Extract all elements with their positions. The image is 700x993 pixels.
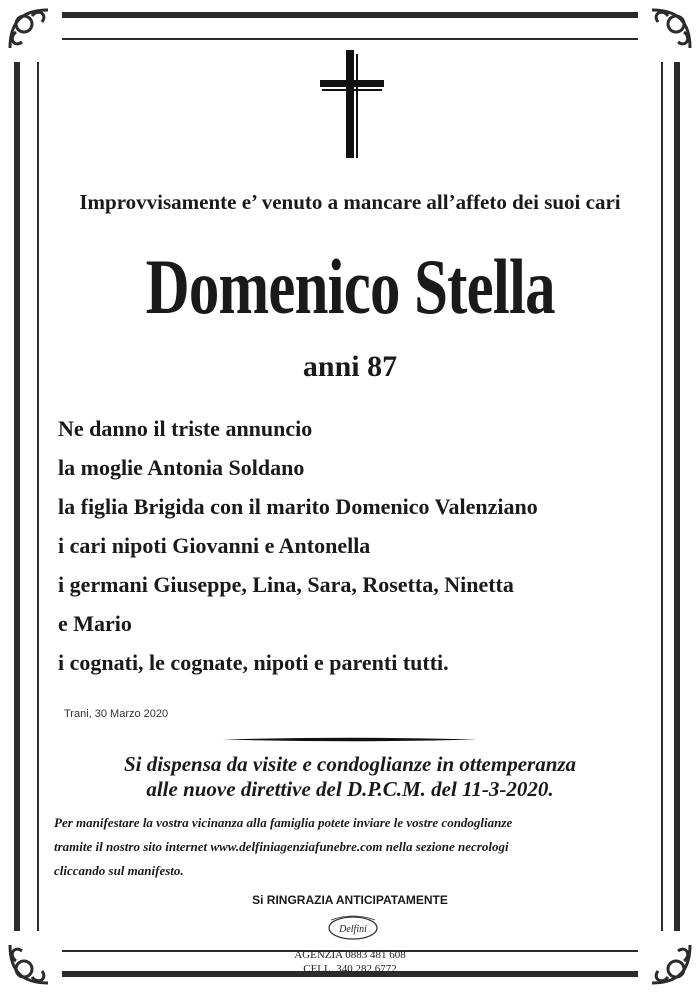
note-line: tramite il nostro sito internet www.delfiniagenziafunebre.com nella sezione necrologi — [54, 839, 509, 854]
cell-phone: CELL. 340 282 6772 — [303, 963, 397, 975]
corner-ornament-icon — [638, 2, 698, 62]
date-place: Trani, 30 Marzo 2020 — [64, 708, 169, 720]
family-line: Ne danno il triste annuncio — [58, 416, 313, 441]
cross-icon — [320, 50, 384, 158]
corner-ornament-icon — [2, 2, 62, 62]
divider — [222, 737, 478, 742]
agency-phone: AGENZIA 0883 481 608 — [294, 949, 406, 961]
family-line: i germani Giuseppe, Lina, Sara, Rosetta, Ninetta — [58, 572, 514, 597]
family-line: i cognati, le cognate, nipoti e parenti tutti. — [58, 650, 449, 675]
intro-text: Improvvisamente e’ venuto a mancare all’affeto dei suoi cari — [79, 190, 621, 214]
family-line: i cari nipoti Giovanni e Antonella — [58, 533, 371, 558]
agency-contacts — [0, 948, 700, 976]
agency-logo — [325, 912, 381, 942]
family-announcement — [58, 414, 538, 687]
online-condolences-note — [54, 811, 512, 883]
notice-line: alle nuove direttive del D.P.C.M. del 11-3-2020. — [146, 777, 554, 801]
family-line: la figlia Brigida con il marito Domenico Valenziano — [58, 494, 538, 519]
logo-text: Delfini — [339, 924, 367, 935]
family-line: la moglie Antonia Soldano — [58, 455, 305, 480]
deceased-name: Domenico Stella — [145, 243, 555, 330]
visits-notice — [0, 752, 700, 802]
thanks-text: Si RINGRAZIA ANTICIPATAMENTE — [252, 893, 448, 907]
family-line: e Mario — [58, 611, 132, 636]
notice-line: Si dispensa da visite e condoglianze in ottemperanza — [123, 752, 577, 776]
note-line: cliccando sul manifesto. — [54, 863, 184, 878]
note-line: Per manifestare la vostra vicinanza alla famiglia potete inviare le vostre condoglianze — [54, 815, 513, 830]
deceased-age: anni 87 — [302, 350, 398, 383]
